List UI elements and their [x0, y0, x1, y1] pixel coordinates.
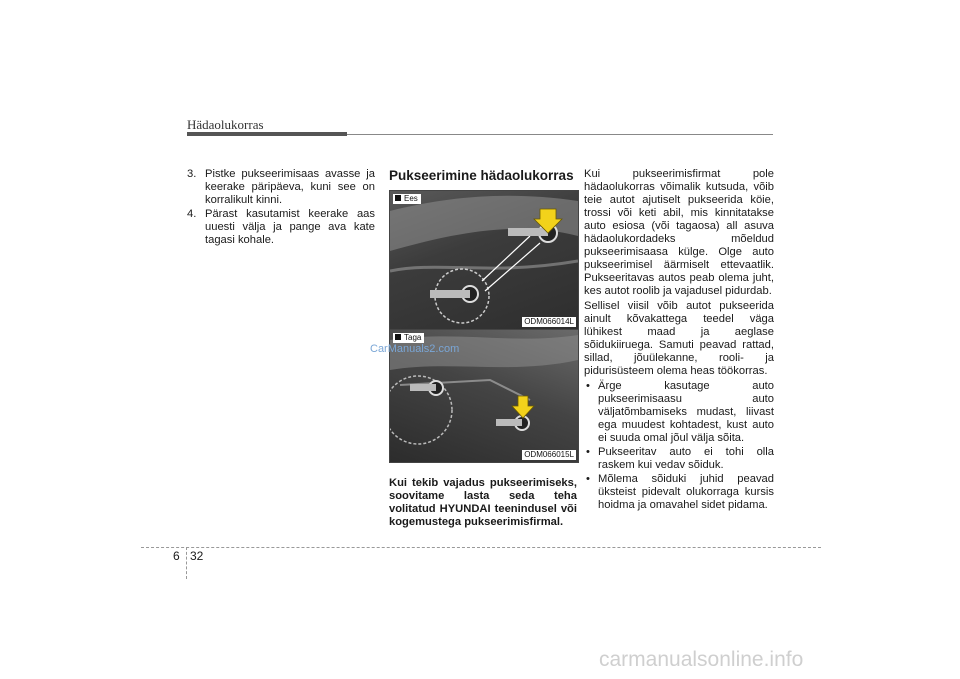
- right-column: [584, 168, 774, 513]
- left-column: [187, 168, 375, 248]
- warning-paragraph: Kui tekib vajadus pukseerimiseks, soovitame lasta seda teha volitatud HYUNDAI teenindusel või kogemustega pukseerimisfirmal.: [389, 477, 577, 528]
- bullet-symbol: •: [586, 446, 590, 458]
- bullet-item: [584, 380, 774, 445]
- figure-label: Taga: [393, 333, 424, 343]
- front-figure-illustration: [390, 191, 578, 329]
- bullet-item: [584, 446, 774, 472]
- step-number: 4.: [187, 208, 197, 220]
- section-title: Pukseerimine hädaolukorras: [389, 168, 574, 183]
- header-rule-accent: [187, 132, 347, 136]
- inline-watermark-link[interactable]: CarManuals2.com: [370, 343, 460, 355]
- page-number: 32: [190, 549, 204, 563]
- body-paragraph: Sellisel viisil võib autot pukseerida ainult kõvakattega teedel väga lühikest maad ja aeglase sõidukiiruega. Samuti peavad rattad, sillad, jõuülekanne, rooli- ja pidurisüsteem olema heas töökorras.: [584, 300, 774, 377]
- step-item: [187, 168, 375, 207]
- body-paragraph: Kui pukseerimisfirmat pole hädaolukorras võimalik kutsuda, võib teie autot ajutiselt pukseerida köie, trossi või keti abil, mis kinnitatakse auto esiosa (või tagaosa) all asuva hädaolukordadeks mõeldud pukseerimisaasa külge. Olge auto pukseerimisel äärmiselt ettevaatlik. Pukseeritavas autos peab olema juht, kes autot roolib ja vajadusel pidurdab.: [584, 168, 774, 297]
- footer-rule: [141, 547, 821, 548]
- bullet-symbol: •: [586, 380, 590, 392]
- bullet-item: [584, 473, 774, 512]
- bullet-text: Pukseeritav auto ei tohi olla raskem kui vedav sõiduk.: [598, 446, 774, 471]
- yellow-arrow-icon: [512, 396, 534, 418]
- figure-code: ODM066014L: [524, 317, 574, 326]
- bullet-text: Ärge kasutage auto pukseerimisaasu auto väljatõmbamiseks mudast, liivast ega muudest kohtadest, kust auto ei suuda omal jõul välja sõita.: [598, 380, 774, 444]
- step-item: [187, 208, 375, 247]
- footer-watermark: carmanualsonline.info: [599, 648, 804, 671]
- bullet-symbol: •: [586, 473, 590, 485]
- step-text: Pistke pukseerimisaas avasse ja keerake päripäeva, kuni see on korralikult kinni.: [205, 168, 375, 206]
- figure-code: ODM066015L: [524, 450, 574, 459]
- page-header-title: Hädaolukorras: [187, 117, 264, 132]
- step-number: 3.: [187, 168, 197, 180]
- front-towing-hook-figure: [389, 190, 579, 330]
- figure-label: Ees: [393, 194, 421, 204]
- header-rule-line: [347, 134, 773, 135]
- step-text: Pärast kasutamist keerake aas uuesti välja ja pange ava kate tagasi kohale.: [205, 208, 375, 246]
- chapter-number: 6: [173, 549, 180, 563]
- bullet-text: Mõlema sõiduki juhid peavad üksteist pidevalt olukorraga kursis hoidma ja omavahel sidet pidama.: [598, 473, 774, 511]
- footer-divider: [186, 547, 187, 579]
